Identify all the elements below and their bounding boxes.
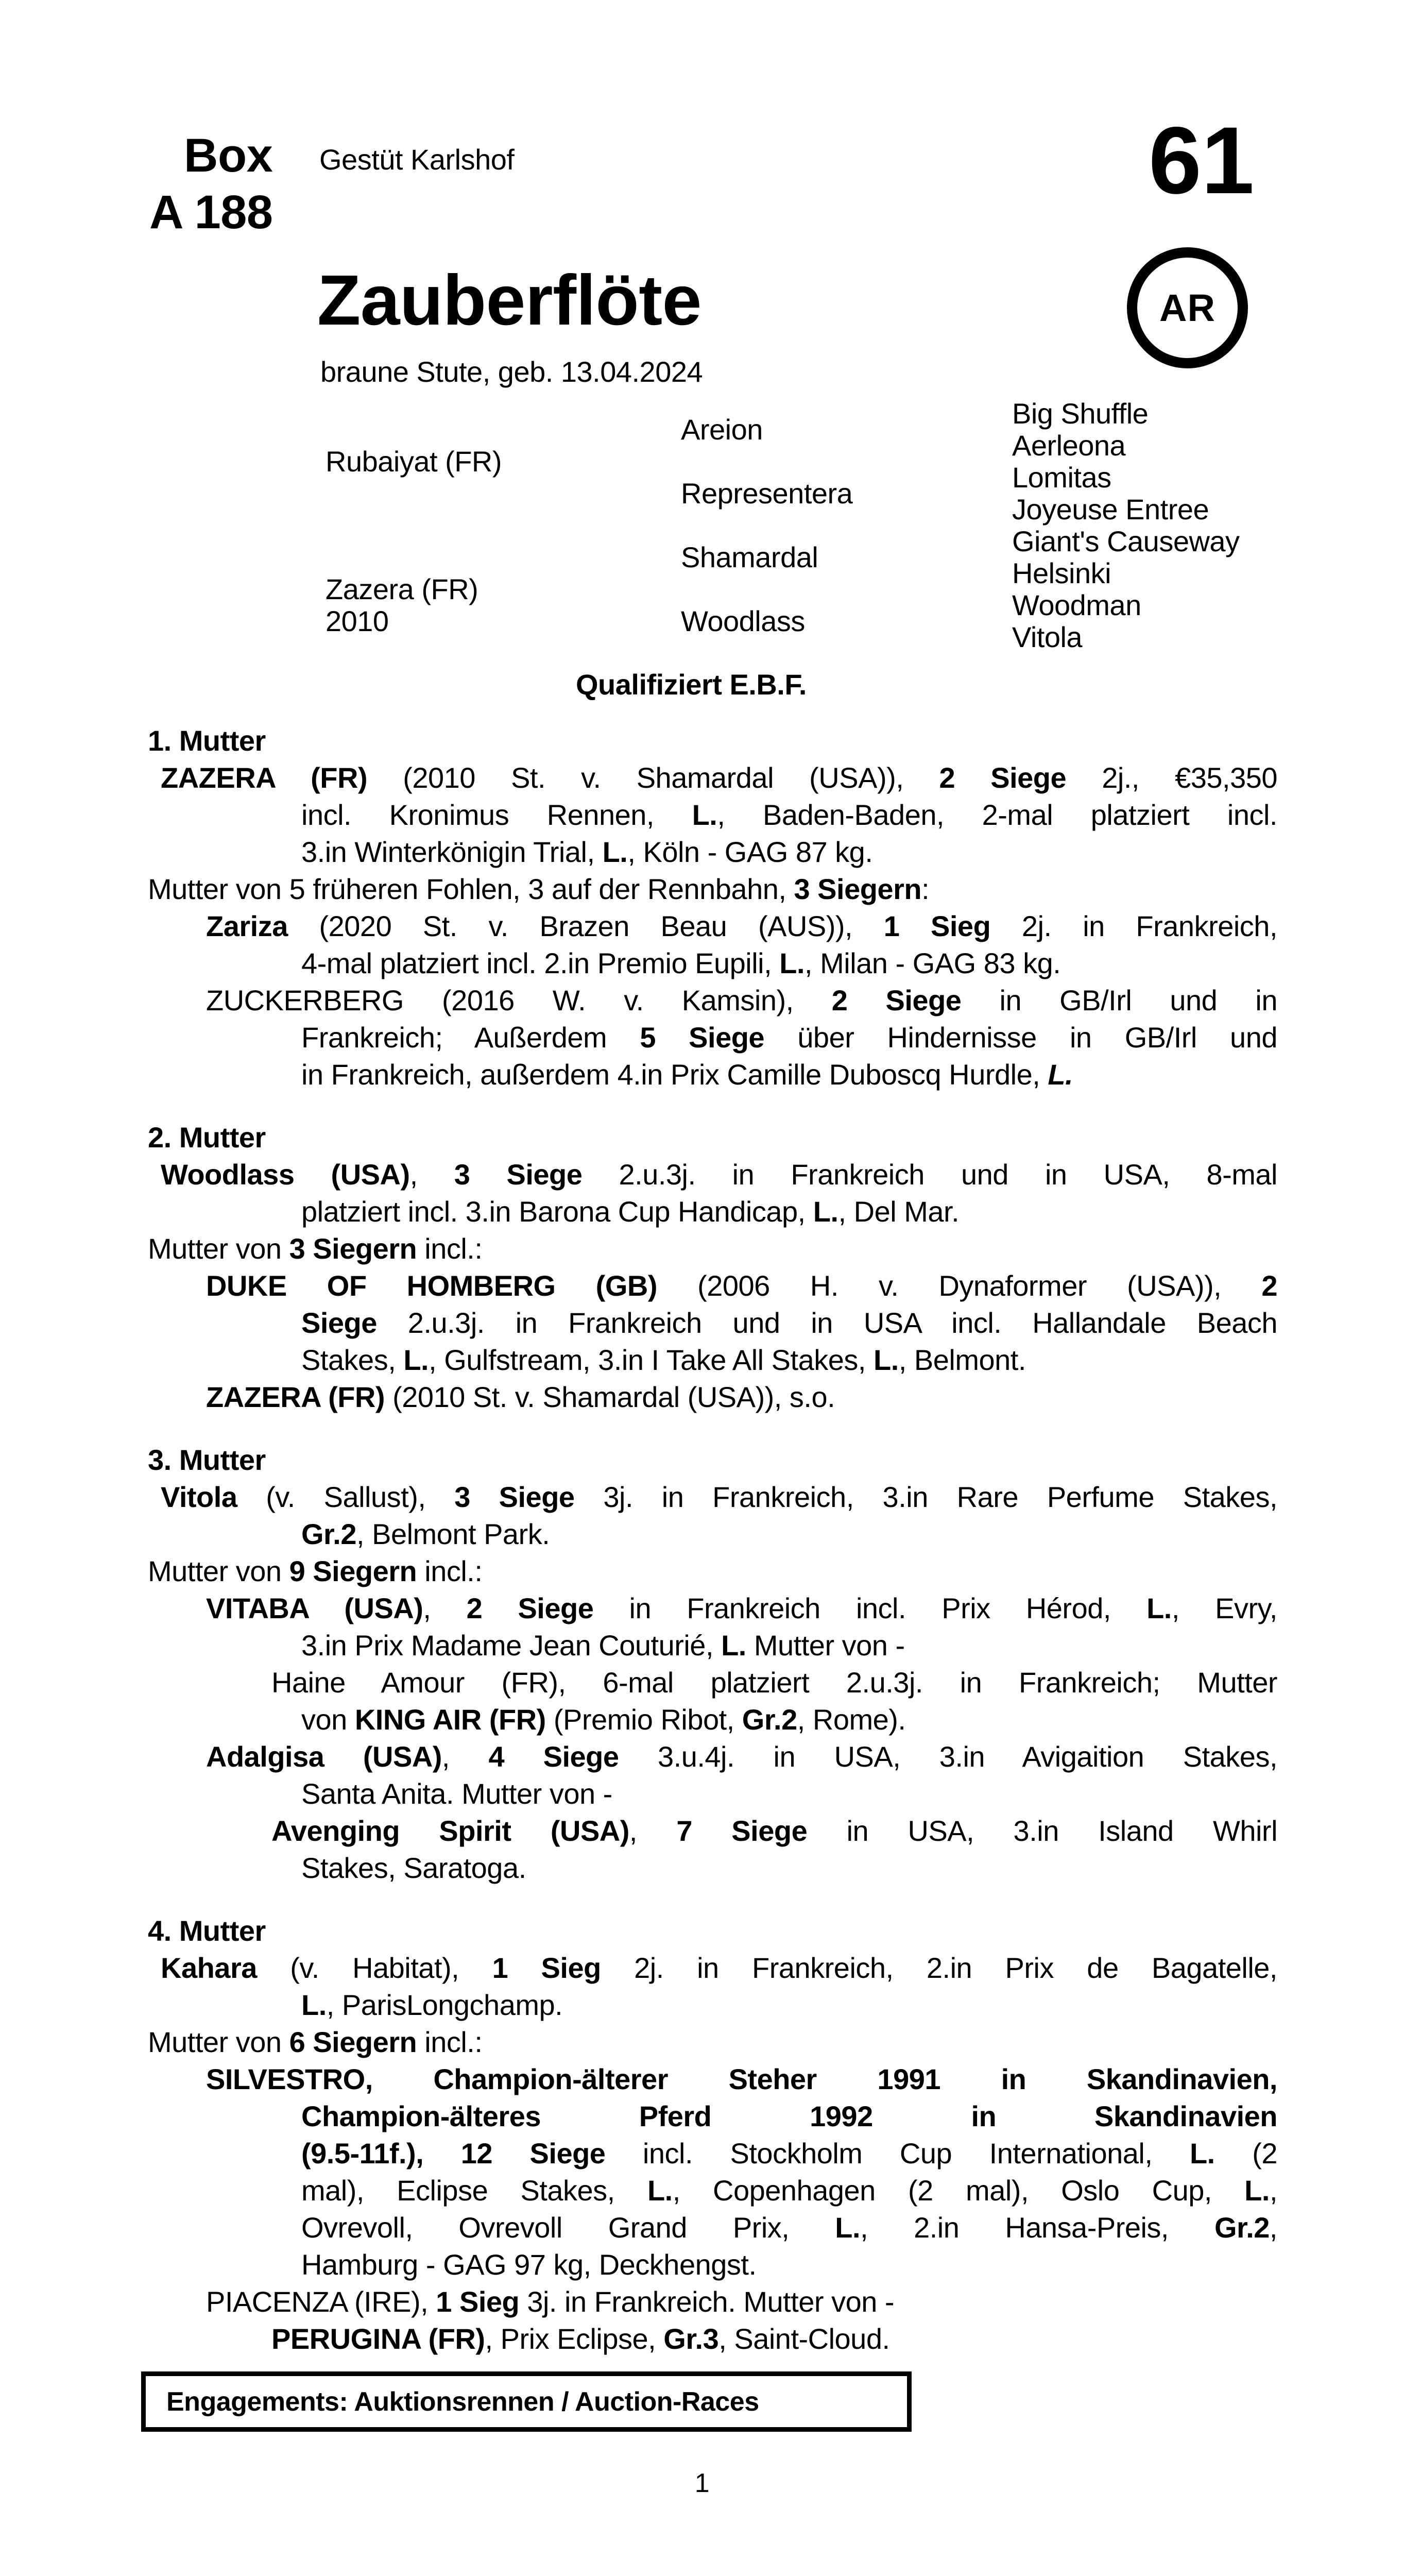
ebf-qualifier: Qualifiziert E.B.F. bbox=[576, 668, 807, 701]
ar-badge-icon bbox=[1127, 247, 1248, 368]
pedigree-great-grandparent: Vitola bbox=[1012, 621, 1083, 653]
text-line: Stakes, L., Gulfstream, 3.in I Take All Stakes, L., Belmont. bbox=[301, 1344, 1026, 1376]
horse-details: braune Stute, geb. 13.04.2024 bbox=[320, 355, 703, 388]
text-line: von KING AIR (FR) (Premio Ribot, Gr.2, Rome). bbox=[301, 1703, 906, 1736]
text-line: in Frankreich, außerdem 4.in Prix Camille Duboscq Hurdle, L. bbox=[301, 1058, 1073, 1091]
engagements-label: Engagements: Auktionsrennen / Auction-Races bbox=[166, 2386, 759, 2417]
text-line: platziert incl. 3.in Barona Cup Handicap, L., Del Mar. bbox=[301, 1195, 960, 1228]
pedigree-dam-year: 2010 bbox=[326, 605, 389, 637]
lot-number: 61 bbox=[1149, 108, 1254, 214]
pedigree-sire-sire: Areion bbox=[681, 413, 763, 446]
text-line: Frankreich; Außerdem 5 Siege über Hindernisse in GB/Irl und bbox=[301, 1021, 1277, 1054]
text-line: SILVESTRO, Champion-älterer Steher 1991 in Skandinavien, bbox=[206, 2063, 1277, 2095]
text-line: DUKE OF HOMBERG (GB) (2006 H. v. Dynaformer (USA)), 2 bbox=[206, 1269, 1277, 1302]
pedigree-great-grandparent: Lomitas bbox=[1012, 461, 1111, 494]
text-line: L., ParisLongchamp. bbox=[301, 1989, 563, 2021]
section-heading: 4. Mutter bbox=[148, 1914, 266, 1947]
box-label: Box bbox=[184, 129, 273, 182]
text-line: Vitola (v. Sallust), 3 Siege 3j. in Frankreich, 3.in Rare Perfume Stakes, bbox=[161, 1481, 1278, 1513]
pedigree-sections bbox=[148, 722, 1277, 2383]
text-line: Santa Anita. Mutter von - bbox=[301, 1777, 612, 1810]
text-line: PERUGINA (FR), Prix Eclipse, Gr.3, Saint-Cloud. bbox=[271, 2323, 890, 2355]
text-line: Stakes, Saratoga. bbox=[301, 1852, 526, 1884]
text-line: Mutter von 6 Siegern incl.: bbox=[148, 2026, 483, 2058]
text-line: Avenging Spirit (USA), 7 Siege in USA, 3.in Island Whirl bbox=[271, 1815, 1278, 1847]
text-line: ZUCKERBERG (2016 W. v. Kamsin), 2 Siege in GB/Irl und in bbox=[206, 984, 1277, 1016]
section-heading: 3. Mutter bbox=[148, 1444, 266, 1476]
pedigree-dam-dam: Woodlass bbox=[681, 605, 805, 637]
box-number: A 188 bbox=[149, 186, 273, 239]
mutter-section bbox=[148, 1119, 1277, 1416]
text-line: Champion-älteres Pferd 1992 in Skandinavien bbox=[301, 2100, 1277, 2132]
ar-badge-label: AR bbox=[1159, 286, 1215, 329]
text-line: Ovrevoll, Ovrevoll Grand Prix, L., 2.in Hansa-Preis, Gr.2, bbox=[301, 2211, 1277, 2244]
text-line: Woodlass (USA), 3 Siege 2.u.3j. in Frankreich und in USA, 8-mal bbox=[161, 1158, 1277, 1191]
text-line: Mutter von 3 Siegern incl.: bbox=[148, 1232, 483, 1265]
text-line: Adalgisa (USA), 4 Siege 3.u.4j. in USA, 3.in Avigaition Stakes, bbox=[206, 1740, 1278, 1773]
text-line: Gr.2, Belmont Park. bbox=[301, 1518, 550, 1550]
text-line: Haine Amour (FR), 6-mal platziert 2.u.3j. in Frankreich; Mutter bbox=[271, 1666, 1277, 1699]
text-line: Mutter von 9 Siegern incl.: bbox=[148, 1555, 483, 1587]
text-line: Kahara (v. Habitat), 1 Sieg 2j. in Frankreich, 2.in Prix de Bagatelle, bbox=[161, 1952, 1277, 1984]
pedigree-great-grandparent: Aerleona bbox=[1012, 429, 1126, 462]
text-line: ZAZERA (FR) (2010 St. v. Shamardal (USA)), 2 Siege 2j., €35,350 bbox=[161, 761, 1278, 794]
text-line: VITABA (USA), 2 Siege in Frankreich incl. Prix Hérod, L., Evry, bbox=[206, 1592, 1277, 1624]
pedigree-dam-sire: Shamardal bbox=[681, 541, 818, 573]
text-line: 3.in Winterkönigin Trial, L., Köln - GAG 87 kg. bbox=[301, 836, 873, 868]
text-line: Zariza (2020 St. v. Brazen Beau (AUS)), 1 Sieg 2j. in Frankreich, bbox=[206, 910, 1278, 942]
text-line: ZAZERA (FR) (2010 St. v. Shamardal (USA)), s.o. bbox=[206, 1381, 835, 1413]
pedigree-dam-name: Zazera (FR) bbox=[326, 573, 478, 605]
pedigree-dam bbox=[326, 573, 478, 637]
pedigree-sire: Rubaiyat (FR) bbox=[326, 445, 502, 478]
text-line: mal), Eclipse Stakes, L., Copenhagen (2 mal), Oslo Cup, L., bbox=[301, 2174, 1277, 2207]
mutter-section bbox=[148, 1442, 1277, 1887]
text-line: Siege 2.u.3j. in Frankreich und in USA incl. Hallandale Beach bbox=[301, 1307, 1277, 1339]
pedigree-great-grandparent: Woodman bbox=[1012, 589, 1141, 621]
text-line: 4-mal platziert incl. 2.in Premio Eupili, L., Milan - GAG 83 kg. bbox=[301, 947, 1061, 979]
text-line: incl. Kronimus Rennen, L., Baden-Baden, 2-mal platziert incl. bbox=[301, 799, 1277, 831]
section-heading: 2. Mutter bbox=[148, 1121, 266, 1154]
pedigree-great-grandparent: Joyeuse Entree bbox=[1012, 493, 1209, 526]
consignor-name: Gestüt Karlshof bbox=[319, 143, 515, 176]
text-line: 3.in Prix Madame Jean Couturié, L. Mutter von - bbox=[301, 1629, 905, 1662]
text-line: Hamburg - GAG 97 kg, Deckhengst. bbox=[301, 2248, 757, 2281]
pedigree-great-grandparent: Helsinki bbox=[1012, 557, 1111, 589]
page-number: 1 bbox=[694, 2468, 710, 2498]
text-line: PIACENZA (IRE), 1 Sieg 3j. in Frankreich. Mutter von - bbox=[206, 2285, 895, 2318]
section-heading: 1. Mutter bbox=[148, 724, 266, 757]
pedigree-great-grandparent: Big Shuffle bbox=[1012, 397, 1149, 430]
mutter-section bbox=[148, 722, 1277, 1093]
text-line: Mutter von 5 früheren Fohlen, 3 auf der Rennbahn, 3 Siegern: bbox=[148, 873, 930, 905]
engagements-box bbox=[141, 2371, 912, 2432]
horse-name: Zauberflöte bbox=[317, 261, 701, 340]
mutter-section bbox=[148, 1912, 1277, 2358]
pedigree-sire-dam: Representera bbox=[681, 477, 853, 510]
pedigree-great-grandparent: Giant's Causeway bbox=[1012, 525, 1240, 557]
text-line: (9.5-11f.), 12 Siege incl. Stockholm Cup International, L. (2 bbox=[301, 2137, 1277, 2170]
